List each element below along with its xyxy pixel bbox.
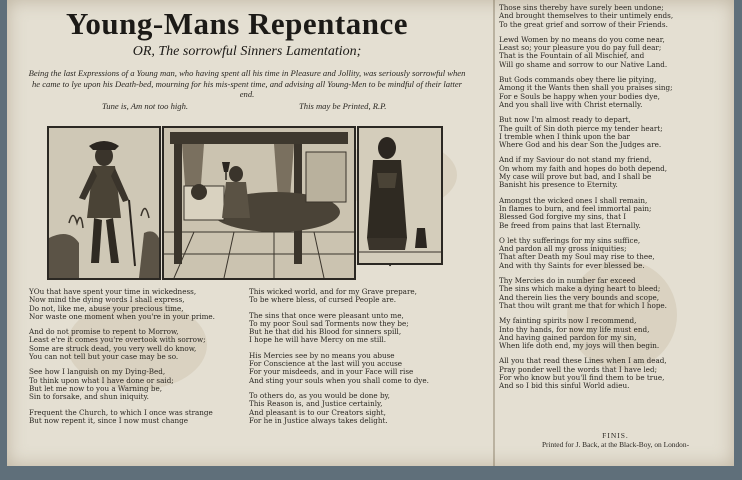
verse-line: And therein lies the very bounds and scope, <box>499 292 660 302</box>
verse-line: The sins that once were pleasant unto me, <box>249 310 404 320</box>
verse-line: For who know but you'll find them to be true, <box>499 372 665 382</box>
verse-line: And with thy Saints for ever blessed be. <box>499 260 645 270</box>
verse-line: That thou wilt grant me that for which I hope. <box>499 300 667 310</box>
colophon <box>497 431 734 449</box>
verse-line: For Conscience at the last will you accuse <box>249 359 403 369</box>
stanza <box>499 36 673 69</box>
verse-line: Least e're it comes you're overtook with sorrow; <box>29 335 206 345</box>
verse-line: Nor waste one moment when you're in your prime. <box>29 311 215 321</box>
verse-line: Sin to forsake, and shun iniquity. <box>29 392 149 402</box>
verse-line: For he in Justice always takes delight. <box>249 415 388 425</box>
woodcut-mark: • <box>388 262 393 270</box>
stanza <box>29 368 215 401</box>
verse-line: Do not, like me, abuse your precious time, <box>29 303 184 313</box>
verse-line: Banisht his presence to Eternity. <box>499 180 618 190</box>
verse-line: But now repent it, since I now must change <box>29 415 189 425</box>
verse-line: That is the Fountain of all Mischief, and <box>499 51 645 61</box>
stanza <box>499 277 673 310</box>
verse-line: On whom my faith and hopes do both depend, <box>499 163 667 173</box>
stanza <box>499 156 673 189</box>
stanza <box>499 317 673 350</box>
stanza <box>249 288 429 305</box>
stanza <box>249 312 429 345</box>
finis-mark: FINIS. <box>602 431 629 440</box>
verse-line: Lewd Women by no means do you come near, <box>499 34 665 44</box>
stanza <box>499 357 673 390</box>
stanza <box>249 352 429 385</box>
paper-fold <box>493 0 495 466</box>
left-panel <box>7 0 492 466</box>
verse-line: Thy Mercies do in number far exceed <box>499 276 636 286</box>
gentleman-woodcut-drawing <box>49 128 159 278</box>
verse-line: Into thy hands, for now my life must end, <box>499 324 650 334</box>
verse-line: You can not tell but your case may be so. <box>29 352 179 362</box>
stanza <box>499 197 673 230</box>
verse-line: This wicked world, and for my Grave prepare, <box>249 287 417 296</box>
gentleman-standing-woodcut <box>47 126 161 280</box>
license-note: This may be Printed, R.P. <box>299 101 387 111</box>
verse-column-3 <box>499 4 673 398</box>
verse-line: To others do, as you would be done by, <box>249 390 390 400</box>
verse-line: For e Souls be happy when your bodies dye, <box>499 91 660 101</box>
verse-column-1 <box>29 288 215 432</box>
verse-line: But now I'm almost ready to depart, <box>499 115 631 125</box>
verse-line: To be where bless, of cursed People are. <box>249 295 397 305</box>
verse-line: And you shall live with Christ eternally. <box>499 99 643 109</box>
verse-line: And sting your souls when you shall come to dye. <box>249 375 429 385</box>
verse-line: And if my Saviour do not stand my friend, <box>499 155 652 165</box>
stanza <box>499 237 673 270</box>
stanza <box>29 328 215 361</box>
right-panel <box>497 0 734 466</box>
verse-line: For your misdeeds, and in your Face will rise <box>249 367 414 377</box>
praying-figure-woodcut-drawing <box>359 128 441 263</box>
stanza <box>499 4 673 29</box>
verse-line: And having gained pardon for my sin, <box>499 332 637 342</box>
verse-line: And do not promise to repent to Morrow, <box>29 327 179 337</box>
verse-line: Among it the Wants then shall you praises sing; <box>499 83 673 93</box>
verse-line: Some are struck dead, you very well do know, <box>29 343 197 353</box>
verse-column-2 <box>249 288 429 432</box>
verse-line: Pray ponder well the words that I have led; <box>499 364 658 374</box>
verse-line: See how I languish on my Dying-Bed, <box>29 367 166 377</box>
ballad-subtitle: OR, The sorrowful Sinners Lamentation; <box>132 44 362 59</box>
stanza <box>499 76 673 109</box>
verse-line: Now mind the dying words I shall express, <box>29 295 185 305</box>
stanza <box>499 116 673 149</box>
verse-line: I hope he will have Mercy on me still. <box>249 335 387 345</box>
death-bed-woodcut-drawing <box>164 128 354 278</box>
verse-line: This Reason is, and Justice certainly, <box>249 399 383 409</box>
verse-line: My case will prove but bad, and I shall be <box>499 172 652 182</box>
verse-line: Amongst the wicked ones I shall remain, <box>499 195 648 205</box>
verse-line: His Mercies see by no means you abuse <box>249 350 395 360</box>
verse-line: Blessed God forgive my sins, that I <box>499 212 627 222</box>
ballad-title: Young-Mans Repentance <box>65 6 409 41</box>
verse-line: I tremble when I think upon the bar <box>499 131 630 141</box>
verse-line: And pardon all my gross iniquities; <box>499 244 627 254</box>
verse-line: That after Death my Soul may rise to thee, <box>499 252 655 262</box>
verse-line: The guilt of Sin doth pierce my tender heart; <box>499 123 663 133</box>
verse-line: Frequent the Church, to which I once was strange <box>29 407 213 417</box>
broadside-sheet <box>7 0 734 466</box>
ballad-description: Being the last Expressions of a Young man, who having spent all his time in Pleasure and Jollity, was seriously sorrowful when he came to lye upon his Death-bed, mourning for his mis-spent time, and advising all Young-Men to be mindful of their latter end. <box>28 68 466 99</box>
verse-line: Be freed from pains that last Eternally. <box>499 220 641 230</box>
verse-line: To think upon what I have done or said; <box>29 375 174 385</box>
verse-line: To my poor Soul sad Torments now they be; <box>249 318 409 328</box>
tune-note: Tune is, Am not too high. <box>102 101 189 111</box>
printer-imprint: Printed for J. Back, at the Black-Boy, on London- <box>541 440 690 449</box>
verse-line: But he that did his Blood for sinners spill, <box>249 327 402 337</box>
verse-line: To the great grief and sorrow of their Friends. <box>499 19 668 29</box>
praying-figure-woodcut <box>357 126 443 265</box>
verse-line: O let thy sufferings for my sins suffice, <box>499 235 641 245</box>
verse-line: All you that read these Lines when I am dead, <box>499 356 667 366</box>
stanza <box>29 288 215 321</box>
verse-line: And pleasant is to our Creators sight, <box>249 407 386 417</box>
verse-line: Where God and his dear Son the Judges are. <box>499 140 662 150</box>
verse-line: Least so; your pleasure you do pay full dear; <box>499 43 662 53</box>
verse-line: Those sins thereby have surely been undone; <box>499 3 664 12</box>
stanza <box>249 392 429 425</box>
verse-line: YOu that have spent your time in wickedness, <box>29 287 197 296</box>
verse-line: The sins which make a dying heart to bleed; <box>499 284 661 294</box>
verse-line: But Gods commands obey there lie pitying, <box>499 75 657 85</box>
verse-line: And so I bid this sinful World adieu. <box>499 381 630 391</box>
verse-line: Will go shame and sorrow to our Native Land. <box>499 59 668 69</box>
verse-line: In flames to burn, and feel immortal pain; <box>499 203 652 213</box>
verse-line: When life doth end, my joys will then begin. <box>499 341 660 351</box>
verse-line: But let me now to you a Warning be, <box>29 383 162 393</box>
death-bed-scene-woodcut <box>162 126 356 280</box>
verse-line: And brought themselves to their untimely ends, <box>499 11 674 21</box>
stanza <box>29 409 215 426</box>
verse-line: My fainting spirits now I recommend, <box>499 316 637 326</box>
